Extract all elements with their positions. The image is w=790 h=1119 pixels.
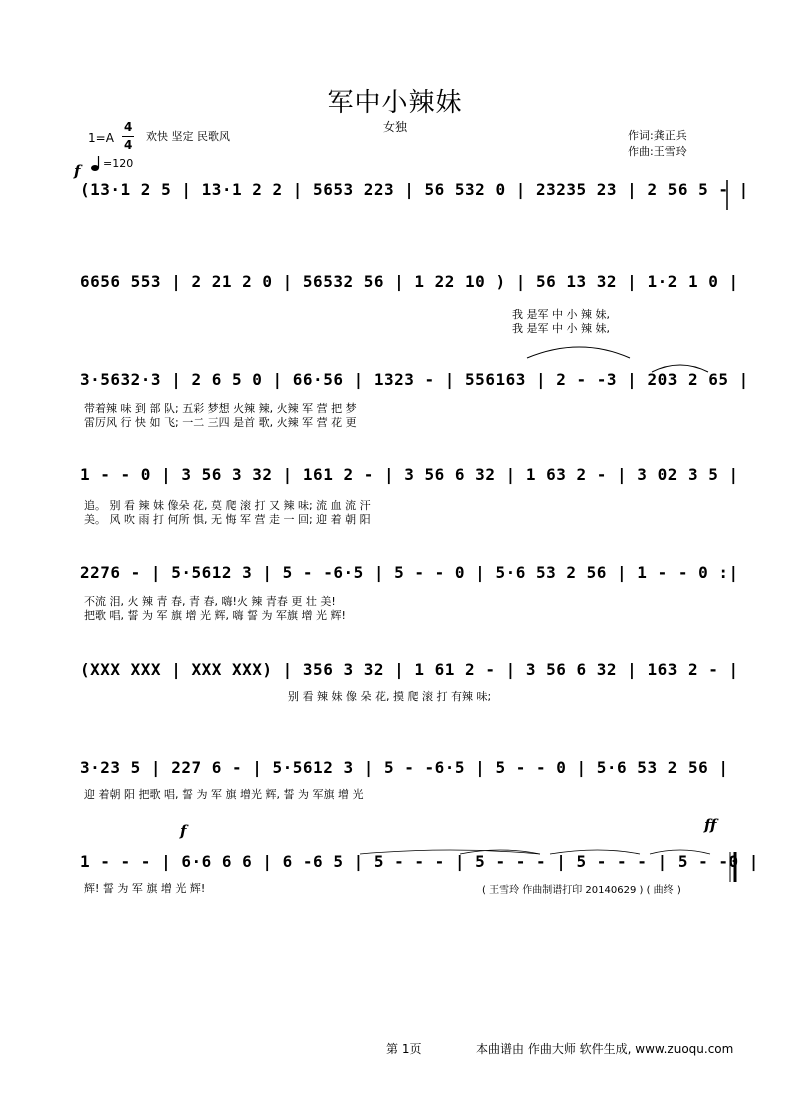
dynamic-fortissimo: ff (704, 816, 717, 834)
lyric-verse-1: 辉! 誓 为 军 旗 增 光 辉! (84, 882, 206, 895)
lyricist-credit: 作词:龚正兵 (628, 129, 687, 142)
lyric-verse-1: 不流 泪, 火 辣 青 春, 青 春, 嗨!火 辣 青春 更 壮 美! (84, 595, 336, 608)
key-signature: 1=A (88, 131, 114, 145)
notation-line: (13·1 2 5 | 13·1 2 2 | 5653 223 | 56 532 0 | 23235 23 | 2 56 5 - | (80, 180, 749, 199)
lyric-verse-1: 追。 别 看 辣 妹 像朵 花, 莫 爬 滚 打 又 辣 味; 流 血 流 汗 (84, 499, 371, 512)
lyric-verse-2: 把歌 唱, 誓 为 军 旗 增 光 辉, 嗨 誓 为 军旗 增 光 辉! (84, 609, 346, 622)
page-number: 第 1页 (386, 1042, 422, 1056)
notation-line: 3·5632·3 | 2 6 5 0 | 66·56 | 1323 - | 556163 | 2 - -3 | 203 2 65 | (80, 370, 749, 389)
dynamic-forte: f (180, 822, 187, 840)
lyric-verse-1: 迎 着朝 阳 把歌 唱, 誓 为 军 旗 增光 辉, 誓 为 军旗 增 光 (84, 788, 364, 801)
notation-line: 3·23 5 | 227 6 - | 5·5612 3 | 5 - -6·5 | 5 - - 0 | 5·6 53 2 56 | (80, 758, 729, 777)
time-signature-top: 4 (124, 120, 133, 134)
lyric-verse-2: 雷厉风 行 快 如 飞; 一二 三四 是首 歌, 火辣 军 营 花 更 (84, 416, 357, 429)
notation-line: 1 - - - | 6·6 6 6 | 6 -6 5 | 5 - - - | 5 - - - | 5 - - - | 5 - -0 | (80, 852, 759, 871)
lyric-verse-1: 我 是军 中 小 辣 妹, (512, 308, 610, 321)
song-subtitle: 女独 (382, 120, 407, 134)
closing-note: ( 王雪玲 作曲制谱打印 20140629 ) ( 曲终 ) (482, 885, 681, 896)
lyric-verse-1: 带着辣 味 到 部 队; 五彩 梦想 火辣 辣, 火辣 军 营 把 梦 (84, 402, 357, 415)
notation-line: 2276 - | 5·5612 3 | 5 - -6·5 | 5 - - 0 | 5·6 53 2 56 | 1 - - 0 :| (80, 563, 739, 582)
time-signature-bottom: 4 (124, 138, 133, 152)
dynamic-forte-start: f (74, 162, 81, 180)
lyric-verse-2: 我 是军 中 小 辣 妹, (512, 322, 610, 335)
notation-line: 1 - - 0 | 3 56 3 32 | 161 2 - | 3 56 6 32 | 1 63 2 - | 3 02 3 5 | (80, 465, 739, 484)
song-title: 军中小辣妹 (327, 88, 463, 118)
notation-line: 6656 553 | 2 21 2 0 | 56532 56 | 1 22 10 ) | 56 13 32 | 1·2 1 0 | (80, 272, 739, 291)
tempo-marking: =120 (103, 157, 134, 170)
style-marking: 欢快 坚定 民歌风 (146, 130, 230, 143)
lyric-verse-2: 美。 风 吹 雨 打 何所 惧, 无 悔 军 营 走 一 回; 迎 着 朝 阳 (84, 513, 371, 526)
lyric-verse-1: 别 看 辣 妹 像 朵 花, 摸 爬 滚 打 有辣 味; (288, 690, 492, 703)
generator-credit: 本曲谱由 作曲大师 软件生成, www.zuoqu.com (476, 1042, 734, 1056)
composer-credit: 作曲:王雪玲 (628, 145, 687, 158)
notation-line: (XXX XXX | XXX XXX) | 356 3 32 | 1 61 2 - | 3 56 6 32 | 163 2 - | (80, 660, 739, 679)
